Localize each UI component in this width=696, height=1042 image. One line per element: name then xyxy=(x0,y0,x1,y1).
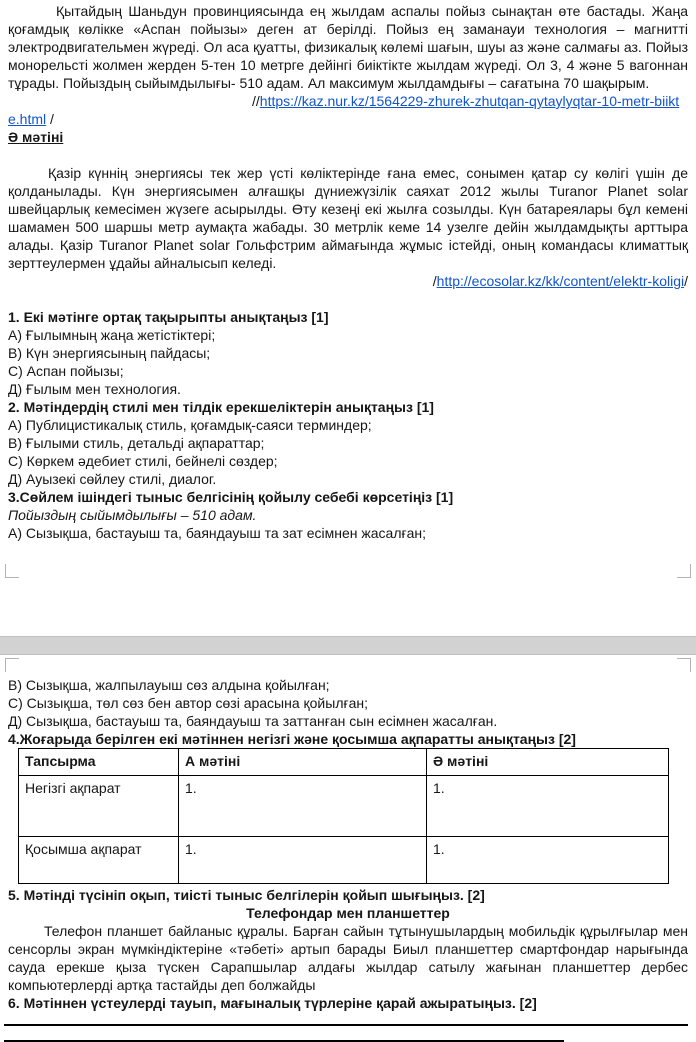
page-gap-band xyxy=(0,636,696,655)
question-1-title: 1. Екі мәтінге ортақ тақырыпты анықтаңыз [1] xyxy=(8,309,329,325)
text-b-source-suffix: / xyxy=(684,273,688,289)
answer-table xyxy=(18,748,669,884)
text-boundary-corner-bottom-right xyxy=(677,564,691,578)
spacer xyxy=(8,146,688,164)
question-3-option-b: В) Сызықша, жалпылауыш сөз алдына қойылған; xyxy=(8,677,330,693)
text-a-source-link[interactable]: https://kaz.nur.kz/1564229-zhurek-zhutqan-qytaylyqtar-10-metr-biikte.html xyxy=(8,93,680,127)
question-2-option-c: С) Көркем әдебиет стилі, бейнелі сөздер; xyxy=(8,453,278,469)
question-4-title: 4.Жоғарыда берілген екі мәтіннен негізгі және қосымша ақпаратты анықтаңыз [2] xyxy=(8,731,576,747)
question-2-option-d: Д) Ауызекі сөйлеу стилі, диалог. xyxy=(8,471,217,487)
answer-table-cell-label: Негізгі ақпарат xyxy=(19,776,179,837)
question-1-option-a: А) Ғылымның жаңа жетістіктері; xyxy=(8,327,216,343)
question-1-option-c: С) Аспан пойызы; xyxy=(8,363,124,379)
text-a-source-suffix: / xyxy=(46,111,54,127)
answer-writing-line-2[interactable] xyxy=(4,1038,564,1042)
answer-table-header-task: Тапсырма xyxy=(19,749,179,776)
page-break xyxy=(0,562,696,674)
answer-table-cell-b[interactable]: 1. xyxy=(427,837,669,884)
answer-table-row-extra-info xyxy=(19,837,669,884)
answer-table-cell-label: Қосымша ақпарат xyxy=(19,837,179,884)
text-a-paragraph: Қытайдың Шаньдун провинциясында ең жылдам аспалы пойыз сынақтан өте бастады. Жаңа қоғамдық көлікке «Аспан пойызы» деген ат берілді. Пойыз ең заманауи технология – магнитті электродвигательмен жүреді. Ол аса қуатты, физикалық көлемі шағын, шуы аз және салмағы аз. Пойыз монорельсті жолмен жерден 5-тен 10 метрге дейінгі биіктікте жылдам жүреді. Ол 3, 4 және 5 вагоннан тұрады. Пойыздың сыйымдылығы- 510 адам. Ал максимум жылдамдығы – сағатына 70 шақырым. xyxy=(8,3,688,91)
answer-table-header-text-a: А мәтіні xyxy=(179,749,427,776)
question-3-option-c: С) Сызықша, төл сөз бен автор сөзі арасына қойылған; xyxy=(8,695,369,711)
text-boundary-corner-bottom-left xyxy=(5,564,19,578)
answer-table-header-text-b: Ә мәтіні xyxy=(427,749,669,776)
text-a-source-line xyxy=(8,92,688,128)
question-3-title: 3.Сөйлем ішіндегі тыныс белгісінің қойылу себебі көрсетіңіз [1] xyxy=(8,489,454,505)
question-3-option-d: Д) Сызықша, бастауыш та, баяндауыш та заттанған сын есімнен жасалған. xyxy=(8,713,498,729)
answer-table-row-main-info xyxy=(19,776,669,837)
question-2-option-a: А) Публицистикалық стиль, қоғамдық-саяси терминдер; xyxy=(8,417,372,433)
question-3-option-a: А) Сызықша, бастауыш та, баяндауыш та зат есімнен жасалған; xyxy=(8,525,427,541)
question-5-paragraph: Телефон планшет байланыс құралы. Барған сайын тұтынушылардың мобильдік құрылғылар мен сенсорлы экран мүмкіндіктеріне «тәбеті» артып барады Биыл планшеттер смартфондар нарығында сауда ерекше қыза түскен Сарапшылар алдағы жылдар сатылу жағынан планшеттер дербес компьютерлерді артқа тастайды деп болжайды xyxy=(8,923,688,993)
answer-writing-line-1[interactable] xyxy=(4,1022,688,1026)
answer-table-header-row xyxy=(19,749,669,776)
page-2-content xyxy=(0,674,696,1042)
question-3-example: Пойыздың сыйымдылығы – 510 адам. xyxy=(8,507,257,523)
text-b-source-link[interactable]: http://ecosolar.kz/kk/content/elektr-koligi xyxy=(436,273,685,289)
text-boundary-corner-top-left xyxy=(5,658,19,672)
text-b-paragraph: Қазір күннің энергиясы тек жер үсті көліктерінде ғана емес, сонымен қатар су көлігі үшін де қолданылады. Күн энергиясымен алғашқы дүниежүзілік саяхат 2012 жылы Turanor Planet solar швейцарлық кемесімен жүзеге асырылды. Өту кезеңі екі жылға созылды. Күн батареялары бұл кемені шамамен 500 шаршы метр аумақта жабады. 30 метрлік кеме 14 узелге дейін жылдамдықты арттыра алады. Қазір Turanor Planet solar Гольфстрим аймағында жұмыс істейді, оның командасы климаттық зерттеулермен ұдайы айналысып келеді. xyxy=(8,165,688,271)
answer-table-cell-b[interactable]: 1. xyxy=(427,776,669,837)
question-1-option-d: Д) Ғылым мен технология. xyxy=(8,381,181,397)
question-5-title: 5. Мәтінді түсініп оқып, тиісті тыныс белгілерін қойып шығыңыз. [2] xyxy=(8,887,485,903)
question-2-title: 2. Мәтіндердің стилі мен тілдік ерекшеліктерін анықтаңыз [1] xyxy=(8,399,434,415)
text-a-source-prefix: // xyxy=(252,93,260,109)
question-5-subtitle: Телефондар мен планшеттер xyxy=(246,905,450,921)
text-b-source-line xyxy=(8,272,688,290)
answer-table-cell-a[interactable]: 1. xyxy=(179,776,427,837)
answer-table-cell-a[interactable]: 1. xyxy=(179,837,427,884)
text-boundary-corner-top-right xyxy=(677,658,691,672)
question-1-option-b: В) Күн энергиясының пайдасы; xyxy=(8,345,211,361)
spacer xyxy=(8,290,688,308)
text-b-heading: Ә мәтіні xyxy=(8,129,64,145)
question-2-option-b: В) Ғылыми стиль, детальді ақпараттар; xyxy=(8,435,265,451)
question-6-title: 6. Мәтіннен үстеулерді тауып, мағыналық түрлеріне қарай ажыратыңыз. [2] xyxy=(8,995,537,1011)
text-b-source-prefix: / xyxy=(432,273,437,289)
